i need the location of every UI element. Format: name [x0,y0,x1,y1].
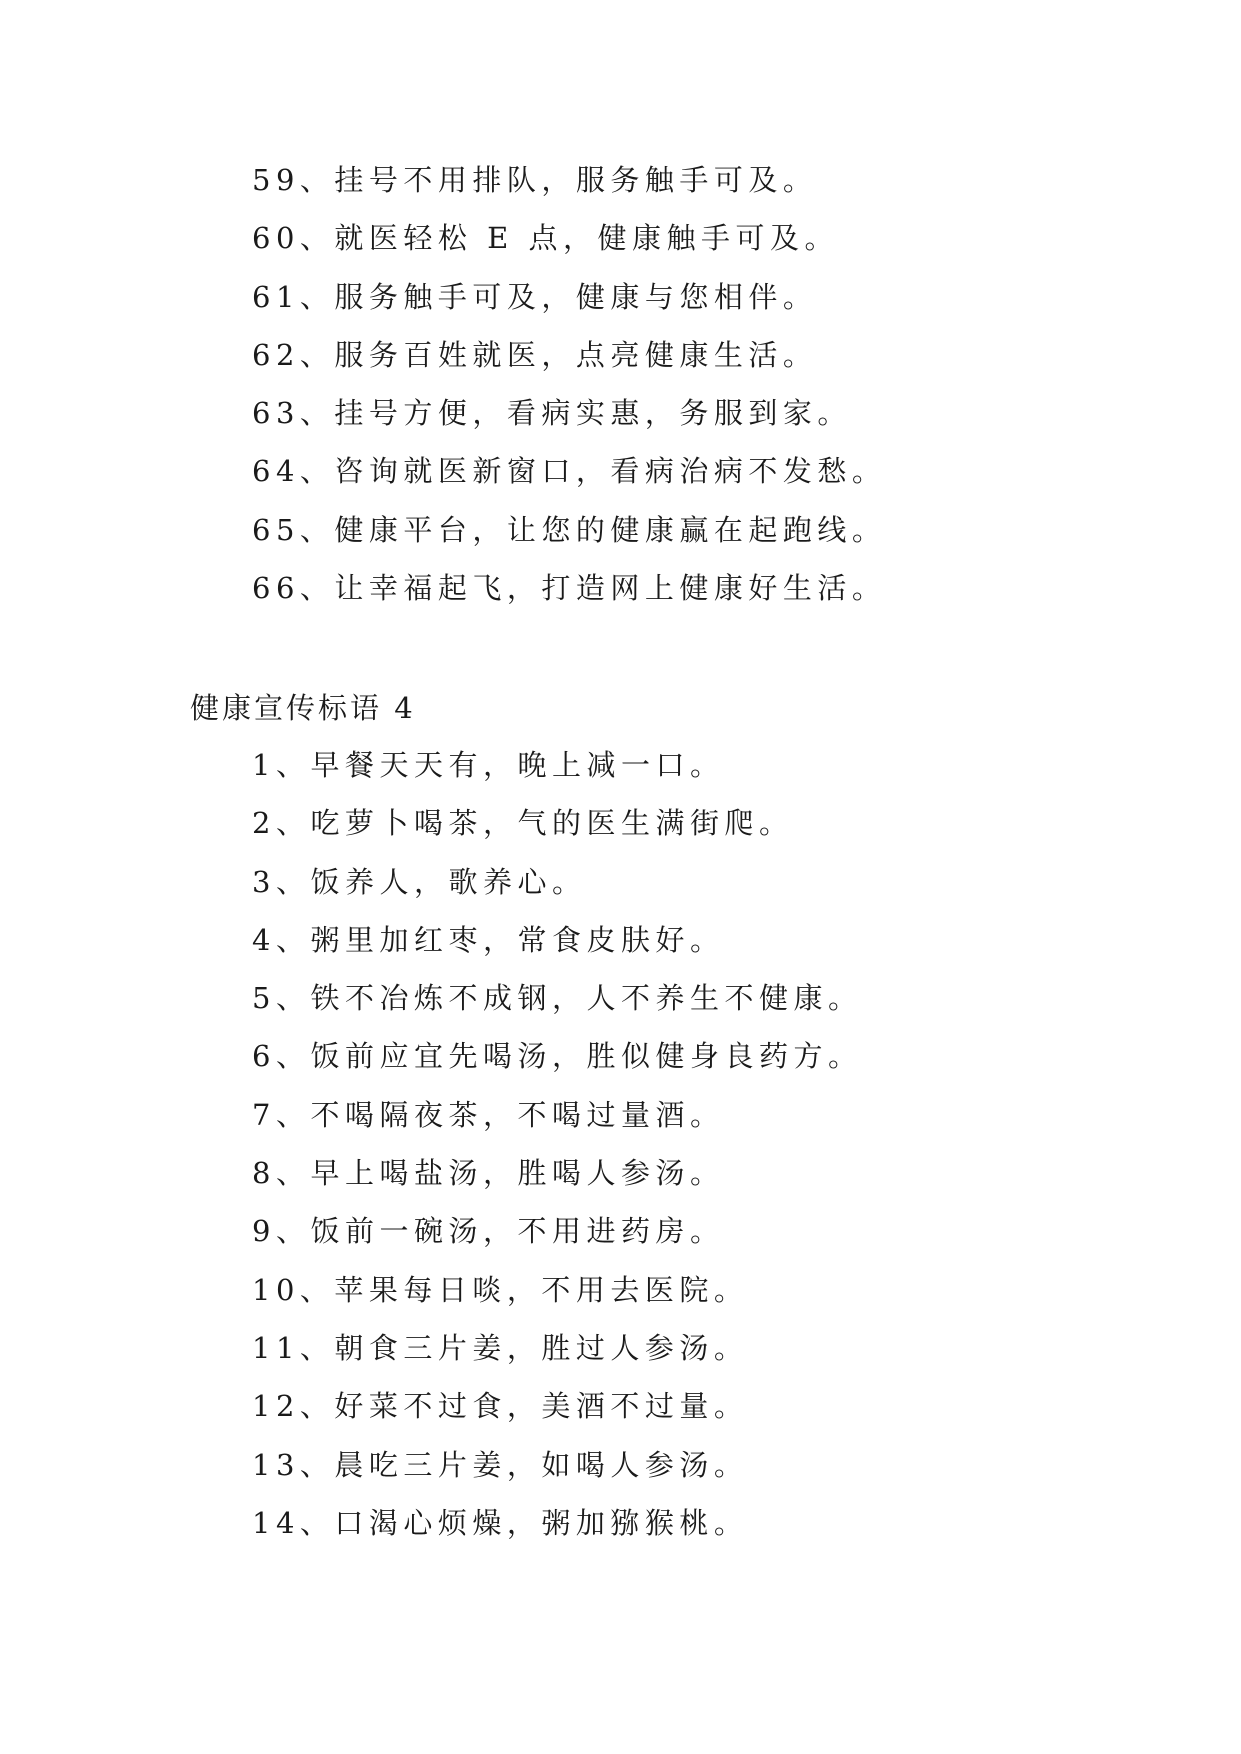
list-item: 60、就医轻松 E 点，健康触手可及。 [252,221,840,256]
list-item: 14、口渴心烦燥，粥加猕猴桃。 [252,1505,749,1540]
list-item: 3、饭养人，歌养心。 [252,864,587,899]
list-item: 9、饭前一碗汤，不用进药房。 [252,1214,725,1249]
list-item: 64、咨询就医新窗口，看病治病不发愁。 [252,454,887,489]
list-item: 5、铁不冶炼不成钢，人不养生不健康。 [252,981,863,1016]
list-item: 10、苹果每日啖，不用去医院。 [252,1272,749,1307]
slogan-list-continued [252,160,886,626]
list-item: 11、朝食三片姜，胜过人参汤。 [252,1330,749,1365]
list-item: 62、服务百姓就医，点亮健康生活。 [252,337,818,372]
list-item: 13、晨吃三片姜，如喝人参汤。 [252,1447,749,1482]
list-item: 61、服务触手可及，健康与您相伴。 [252,279,818,314]
list-item: 2、吃萝卜喝茶，气的医生满街爬。 [252,806,794,841]
slogan-list [252,745,862,1561]
list-item: 59、挂号不用排队，服务触手可及。 [252,163,818,197]
list-item: 4、粥里加红枣，常食皮肤好。 [252,922,725,957]
list-item: 1、早餐天天有，晚上减一口。 [252,748,725,782]
list-item: 63、挂号方便，看病实惠，务服到家。 [252,396,852,431]
list-item: 6、饭前应宜先喝汤，胜似健身良药方。 [252,1039,863,1074]
list-item: 65、健康平台，让您的健康赢在起跑线。 [252,512,887,547]
list-item: 7、不喝隔夜茶，不喝过量酒。 [252,1097,725,1132]
section-heading: 健康宣传标语 4 [190,691,416,725]
list-item: 8、早上喝盐汤，胜喝人参汤。 [252,1156,725,1191]
list-item: 66、让幸福起飞，打造网上健康好生活。 [252,571,887,606]
list-item: 12、好菜不过食，美酒不过量。 [252,1389,749,1424]
